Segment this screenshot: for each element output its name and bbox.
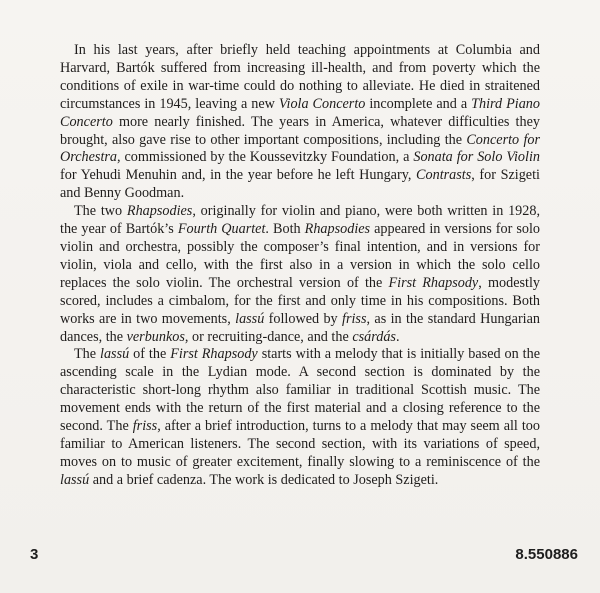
italic-text-run: Third Piano Concerto [60,95,540,130]
text-run: and a brief cadenza. The work is dedicated to Joseph Szigeti. [89,471,439,488]
italic-text-run: First Rhapsody [388,274,479,291]
text-run: . Both [265,221,305,238]
italic-text-run: lassú [60,471,90,488]
paragraph [60,42,540,203]
italic-text-run: Concerto for Orchestra [60,131,541,166]
italic-text-run: Rhapsodies [304,221,371,238]
text-run: , modestly scored, includes a cimbalom, for the first and only time in his compositions. Both works are in two movements, [60,274,540,327]
text-run: , or recruiting-dance, and the [184,328,353,345]
body-text [60,42,540,490]
text-run: of the [129,346,171,363]
text-run: . [395,328,400,345]
italic-text-run: verbunkos [126,328,185,345]
paragraph [60,203,540,346]
text-run: , after a brief introduction, turns to a melody that may seem all too familiar to American listeners. The second section, with its variations of speed, moves on to music of greater excitement, finally slowing to a reminiscence of the [60,418,540,470]
text-run: The two [74,203,127,220]
italic-text-run: lassú [235,310,265,327]
text-run: , commissioned by the Koussevitzky Foundation, a [117,149,414,166]
text-run: , for Szigeti and Benny Goodman. [60,167,540,202]
text-run: followed by [264,310,343,327]
text-run: incomplete and a [365,95,472,112]
italic-text-run: Sonata for Solo Violin [413,149,540,166]
italic-text-run: lassú [100,346,130,363]
italic-text-run: Contrasts [416,167,472,184]
text-run: for Yehudi Menuhin and, in the year before he left Hungary, [60,167,417,184]
catalog-number: 8.550886 [515,546,578,563]
italic-text-run: Rhapsodies [126,203,193,220]
text-run: more nearly finished. The years in America, whatever difficulties they brought, also gave rise to other important compositions, including the [60,113,540,148]
text-run: , as in the standard Hungarian dances, the [60,310,541,345]
paragraph [60,346,540,489]
text-run: The [74,346,101,363]
text-run: appeared in versions for solo violin and orchestra, possibly the composer’s final intention, and in versions for violin, viola and cello, with the first also in a version in which the solo cello replaces the solo violin. The orchestral version of the [60,221,541,291]
text-run: starts with a melody that is initially based on the ascending scale in the Lydian mode. A second section is dominated by the characteristic short-long rhythm also familiar in traditional Scottish music. The movement ends with the return of the first material and a closing reference to the second. The [60,346,541,435]
italic-text-run: friss [342,310,367,327]
text-run: , originally for violin and piano, were both written in 1928, the year of Bartók’s [60,203,540,238]
page-number: 3 [30,546,39,563]
italic-text-run: Viola Concerto [278,95,366,112]
italic-text-run: friss [132,418,158,435]
italic-text-run: csárdás [352,328,396,345]
italic-text-run: Fourth Quartet [177,221,266,238]
text-run: In his last years, after briefly held teaching appointments at Columbia and Harvard, Bartók suffered from increasing ill-health, and from poverty which the conditions of exile in war-time could do nothing to alleviate. He died in straitened circumstances in 1945, leaving a new [60,42,540,112]
italic-text-run: First Rhapsody [170,346,258,363]
